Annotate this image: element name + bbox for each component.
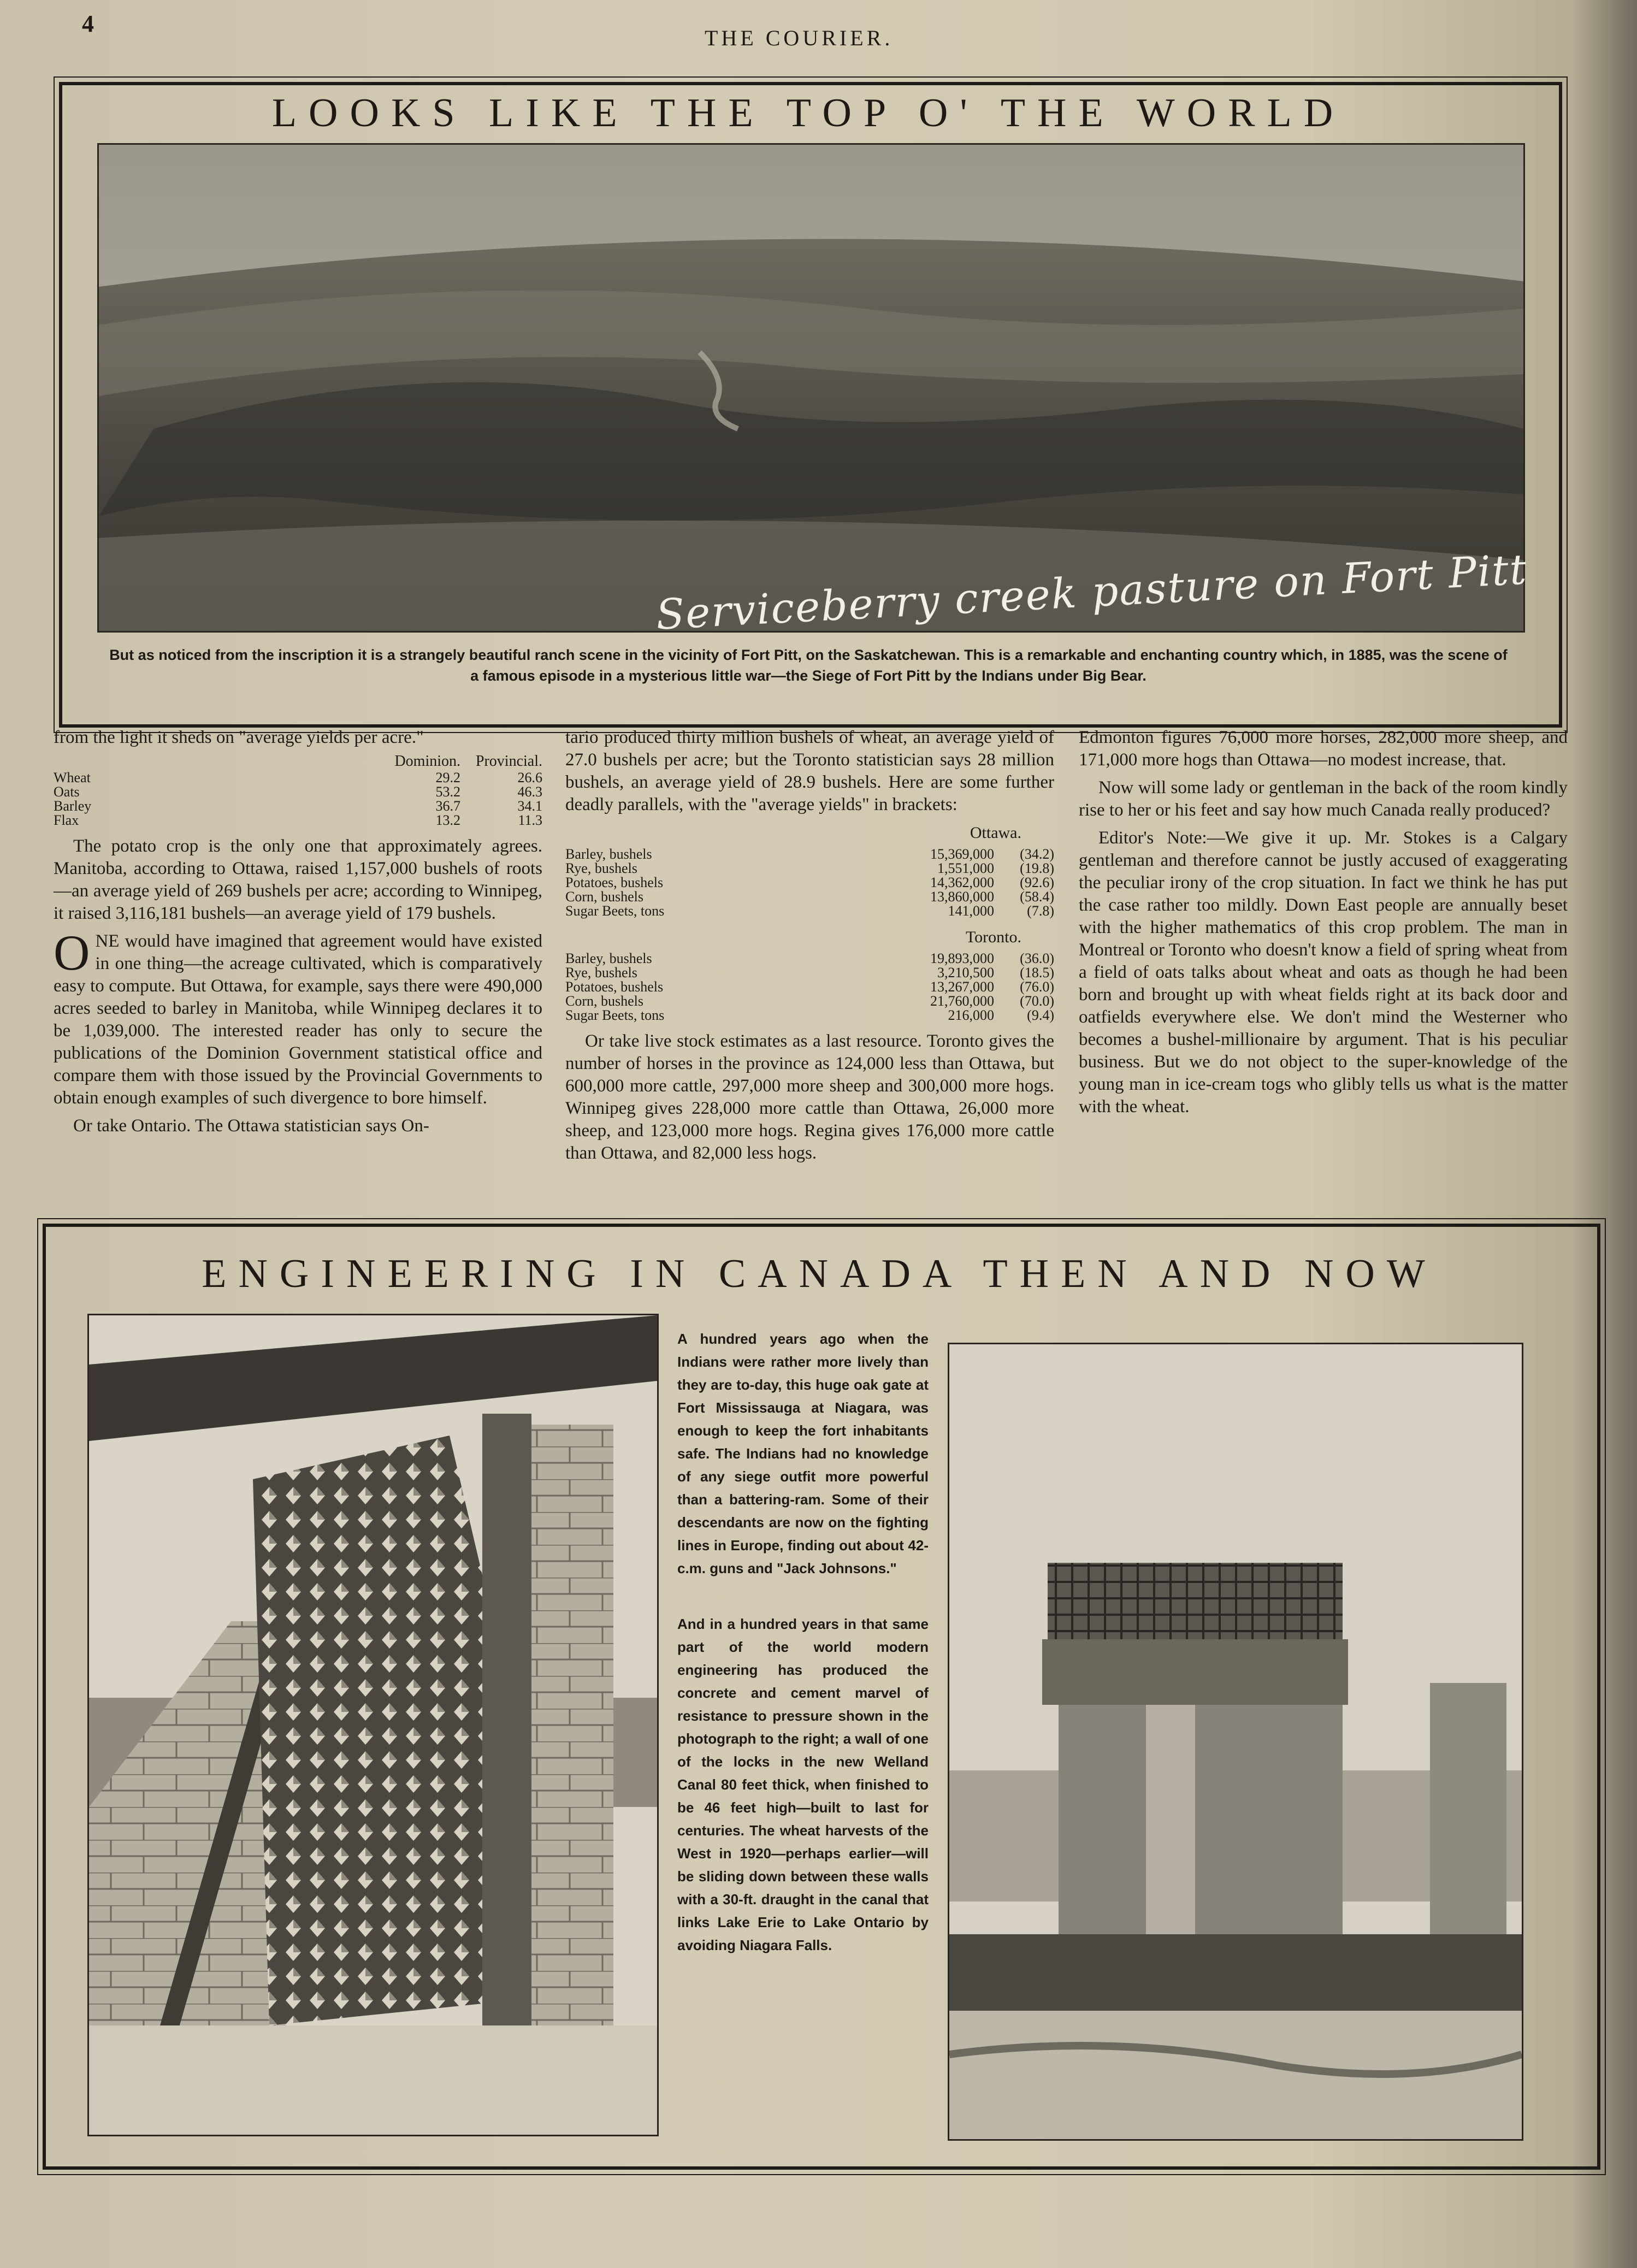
- crop-name: Rye, bushels: [565, 860, 637, 876]
- crop-name: Barley: [54, 798, 92, 814]
- welland-canal-lock-photo: [948, 1343, 1523, 2141]
- drop-cap: O: [54, 925, 90, 981]
- toronto-table: [565, 952, 1054, 1023]
- table-row: [54, 813, 542, 828]
- page-number: 4: [82, 10, 94, 37]
- average-yield: (92.6): [1020, 875, 1054, 890]
- provincial-yield: 26.6: [517, 770, 542, 785]
- crop-name: Potatoes, bushels: [565, 875, 664, 890]
- table-row: [565, 876, 1054, 890]
- yield-header-blank: [54, 754, 379, 771]
- average-yield: (36.0): [1020, 950, 1054, 966]
- quantity: 1,551,000: [937, 860, 994, 876]
- yield-header-dominion: Dominion.: [394, 753, 460, 770]
- acreage-text: NE would have imagined that agreement would have existed in one thing—the acreage cultivated, which is comparatively easy to compute. But Ottawa, for example, says there were 490,000 acres seeded to barley in Manitoba, while Winnipeg declares it to be 1,039,000. The interested reader has only to secure the publications of the Dominion Government statistical office and compare them with those issued by the Provincial Governments to obtain enough examples of such divergence to bore himself.: [54, 931, 542, 1108]
- table-row: [565, 847, 1054, 861]
- wheat-paragraph: tario produced thirty million bushels of wheat, an average yield of 27.0 bushels per acre; but the Toronto statistician says 28 million bushels, an average yield of 28.9 bushels. Here are some further deadly parallels, with the "average yields" in brackets:: [565, 728, 1054, 814]
- potato-paragraph: The potato crop is the only one that approximately agrees. Manitoba, according to Ottawa, raised 1,157,000 bushels of roots—an average yield of 269 bushels per acre; according to Winnipeg, it raised 3,116,181 bushels—an average yield of 179 bushels.: [54, 836, 542, 923]
- ontario-paragraph: Or take Ontario. The Ottawa statistician says On-: [73, 1116, 429, 1136]
- table-row: [565, 966, 1054, 980]
- yield-table-header: [54, 754, 542, 771]
- column-1-intro: from the light it sheds on "average yields per acre.": [54, 728, 424, 747]
- average-yield: (70.0): [1020, 993, 1054, 1009]
- table-row: [565, 861, 1054, 876]
- average-yield: (19.8): [1020, 860, 1054, 876]
- provincial-yield: 11.3: [518, 812, 542, 828]
- top-story-caption: But as noticed from the inscription it is a strangely beautiful ranch scene in the vicinity of Fort Pitt, on the Saskatchewan. This is a remarkable and enchanting country which, in 1885, was the scene of a famous episode in a mysterious little war—the Siege of Fort Pitt by the Indians under Big Bear.: [109, 647, 1508, 684]
- dominion-yield: 53.2: [435, 784, 460, 800]
- dominion-yield: 36.7: [435, 798, 460, 814]
- ottawa-label: Ottawa.: [970, 824, 1021, 842]
- article-column-2: [565, 727, 1054, 1170]
- crop-name: Corn, bushels: [565, 993, 643, 1009]
- average-yield: (58.4): [1020, 889, 1054, 905]
- table-row: [565, 1008, 1054, 1023]
- quantity: 216,000: [948, 1007, 994, 1023]
- average-yield: (18.5): [1020, 965, 1054, 981]
- yield-header-provincial: Provincial.: [475, 753, 542, 770]
- article-column-1: [54, 727, 542, 1143]
- acreage-paragraph: [54, 925, 542, 1109]
- quantity: 15,369,000: [930, 846, 994, 862]
- quantity: 3,210,500: [937, 965, 994, 981]
- crop-name: Wheat: [54, 770, 91, 785]
- average-yield: (76.0): [1020, 979, 1054, 995]
- top-story-headline: LOOKS LIKE THE TOP O' THE WORLD: [271, 91, 1345, 135]
- provincial-yield: 34.1: [517, 798, 542, 814]
- table-row: [54, 785, 542, 799]
- oak-gate-photo: [87, 1314, 659, 2136]
- crop-name: Potatoes, bushels: [565, 979, 664, 995]
- caption-then: A hundred years ago when the Indians were rather more lively than they are to-day, this huge oak gate at Fort Mississauga at Niagara, was enough to keep the fort inhabitants safe. The Indians had no knowledge of any siege outfit more powerful than a battering-ram. Some of their descendants are now on the fighting lines in Europe, finding out about 42-c.m. guns and "Jack Johnsons.": [677, 1331, 929, 1576]
- running-head: THE COURIER.: [705, 26, 894, 50]
- editors-note: Editor's Note:—We give it up. Mr. Stokes is a Calgary gentleman and therefore cannot be justly accused of exaggerating the peculiar irony of the crop situation. In fact we think he has put the case rather too mildly. Down East people are annually beset with the higher mathematics of this crop problem. The man in Montreal or Toronto who doesn't know a field of spring wheat from a field of oats talks about wheat and oats as though he had been born and brought up with wheat fields right at its back door and oatfields everywhere else. We don't mind the Westerner who becomes a bushel-millionaire by argument. That is his peculiar business. But we do not object to the super-knowledge of the young man in ice-cream togs who glibly tells us what is the matter with the wheat.: [1079, 828, 1568, 1117]
- quantity: 141,000: [948, 903, 994, 919]
- question-paragraph: Now will some lady or gentleman in the back of the room kindly rise to her or his feet and say how much Canada really produced?: [1079, 778, 1568, 820]
- quantity: 13,860,000: [930, 889, 994, 905]
- average-yield: (7.8): [1027, 903, 1054, 919]
- quantity: 21,760,000: [930, 993, 994, 1009]
- crop-name: Sugar Beets, tons: [565, 903, 665, 919]
- toronto-label: Toronto.: [965, 928, 1021, 946]
- dominion-yield: 13.2: [435, 812, 460, 828]
- crop-name: Flax: [54, 812, 79, 828]
- crop-name: Barley, bushels: [565, 950, 652, 966]
- livestock-paragraph: Or take live stock estimates as a last resource. Toronto gives the number of horses in the province as 124,000 less than Ottawa, but 600,000 more cattle, 297,000 more sheep and 300,000 more hogs. Winnipeg gives 228,000 more cattle than Ottawa, 26,000 more sheep, and 123,000 more hogs. Regina gives 176,000 more cattle than Ottawa, and 82,000 less hogs.: [565, 1031, 1054, 1163]
- crop-name: Barley, bushels: [565, 846, 652, 862]
- crop-name: Corn, bushels: [565, 889, 643, 905]
- bottom-story-headline: ENGINEERING IN CANADA THEN AND NOW: [202, 1251, 1437, 1296]
- article-column-3: [1079, 727, 1568, 1124]
- quantity: 19,893,000: [930, 950, 994, 966]
- table-row: [565, 890, 1054, 904]
- caption-now: And in a hundred years in that same part of the world modern engineering has produced the concrete and cement marvel of resistance to pressure shown in the photograph to the right; a wall of one of the locks in the new Welland Canal 80 feet thick, when finished to be 46 feet high—built to last for centuries. The wheat harvests of the West in 1920—perhaps earlier—will be sliding down between these walls with a 30-ft. draught in the canal that links Lake Erie to Lake Ontario by avoiding Niagara Falls.: [677, 1616, 929, 1953]
- ottawa-table: [565, 847, 1054, 918]
- edmonton-paragraph: Edmonton figures 76,000 more horses, 282,000 more sheep, and 171,000 more hogs than Ottawa—no modest increase, that.: [1079, 728, 1568, 770]
- photo-inscription: Serviceberry creek pasture on Fort Pitt: [654, 545, 1529, 639]
- table-row: [565, 904, 1054, 918]
- average-yield: (34.2): [1020, 846, 1054, 862]
- table-row: [565, 952, 1054, 966]
- average-yield: (9.4): [1027, 1007, 1054, 1023]
- quantity: 13,267,000: [930, 979, 994, 995]
- quantity: 14,362,000: [930, 875, 994, 890]
- table-row: [54, 771, 542, 785]
- dominion-yield: 29.2: [435, 770, 460, 785]
- provincial-yield: 46.3: [517, 784, 542, 800]
- table-row: [54, 799, 542, 813]
- yield-table: [54, 754, 542, 828]
- crop-name: Rye, bushels: [565, 965, 637, 981]
- crop-name: Sugar Beets, tons: [565, 1007, 665, 1023]
- table-row: [565, 994, 1054, 1008]
- engineering-caption: [677, 1327, 929, 1989]
- crop-name: Oats: [54, 784, 80, 800]
- table-row: [565, 980, 1054, 994]
